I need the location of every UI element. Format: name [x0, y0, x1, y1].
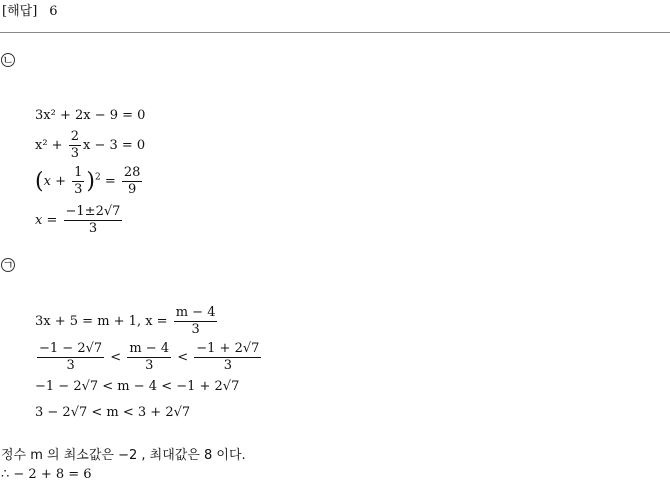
answer-label: [해답]	[2, 4, 38, 19]
eq-normalized	[35, 130, 145, 161]
denominator: 9	[128, 182, 137, 197]
fraction	[194, 342, 261, 373]
denominator: 3	[70, 146, 79, 161]
fraction	[72, 166, 84, 197]
eq-inequality-2: −1 − 2√7 < m − 4 < −1 + 2√7	[35, 379, 240, 394]
denominator: 3	[191, 322, 200, 337]
section-mark-first	[1, 49, 15, 68]
denominator: 3	[223, 358, 232, 373]
denominator: 3	[74, 182, 83, 197]
eq-quadratic: 3x² + 2x − 9 = 0	[35, 108, 146, 123]
numerator: −1 − 2√7	[39, 341, 103, 356]
fraction	[37, 342, 104, 373]
numerator: m − 4	[175, 305, 216, 320]
denominator: 3	[66, 358, 75, 373]
eq-text: x² +	[35, 138, 67, 153]
answer-value: 6	[49, 4, 58, 19]
eq-solution: x = $\frac{-1\pm 2√7}{3}$	[35, 204, 121, 236]
final-result: ∴ − 2 + 8 = 6	[1, 467, 92, 482]
denominator: 3	[145, 358, 154, 373]
fraction	[69, 130, 81, 161]
eq-inequality-3: 3 − 2√7 < m < 3 + 2√7	[35, 405, 191, 420]
fraction	[174, 306, 218, 337]
numerator: 28	[123, 165, 141, 180]
circled-mark: ㄴ	[2, 53, 14, 67]
numerator: m − 4	[129, 341, 170, 356]
denominator: 3	[88, 221, 98, 236]
eq-completed-square: (x + $\frac{1}{3}$ )$^2$ = $\frac{28}{9}$	[35, 165, 141, 197]
circled-mark: ㄱ	[2, 258, 14, 272]
fraction	[64, 205, 123, 236]
fraction	[122, 166, 143, 197]
answer-header	[2, 0, 58, 19]
fraction	[127, 342, 171, 373]
eq-linear	[35, 306, 219, 337]
section-mark-second	[1, 254, 15, 273]
divider	[0, 32, 670, 33]
conclusion-sentence: 정수 m 의 최소값은 −2 , 최대값은 8 이다.	[1, 448, 246, 463]
numerator: −1±2√7	[65, 204, 121, 219]
eq-inequality-fractions: $\frac{-1 - 2√7}{3}$ < $\frac{m - 4}{3}$ < $\frac{-1 + 2√7}{3}$	[39, 341, 260, 373]
numerator: 2	[70, 129, 79, 144]
numerator: −1 + 2√7	[196, 341, 260, 356]
eq-text: x − 3 = 0	[82, 138, 146, 153]
numerator: 1	[74, 165, 83, 180]
eq-text: 3x + 5 = m + 1, x =	[35, 314, 172, 329]
